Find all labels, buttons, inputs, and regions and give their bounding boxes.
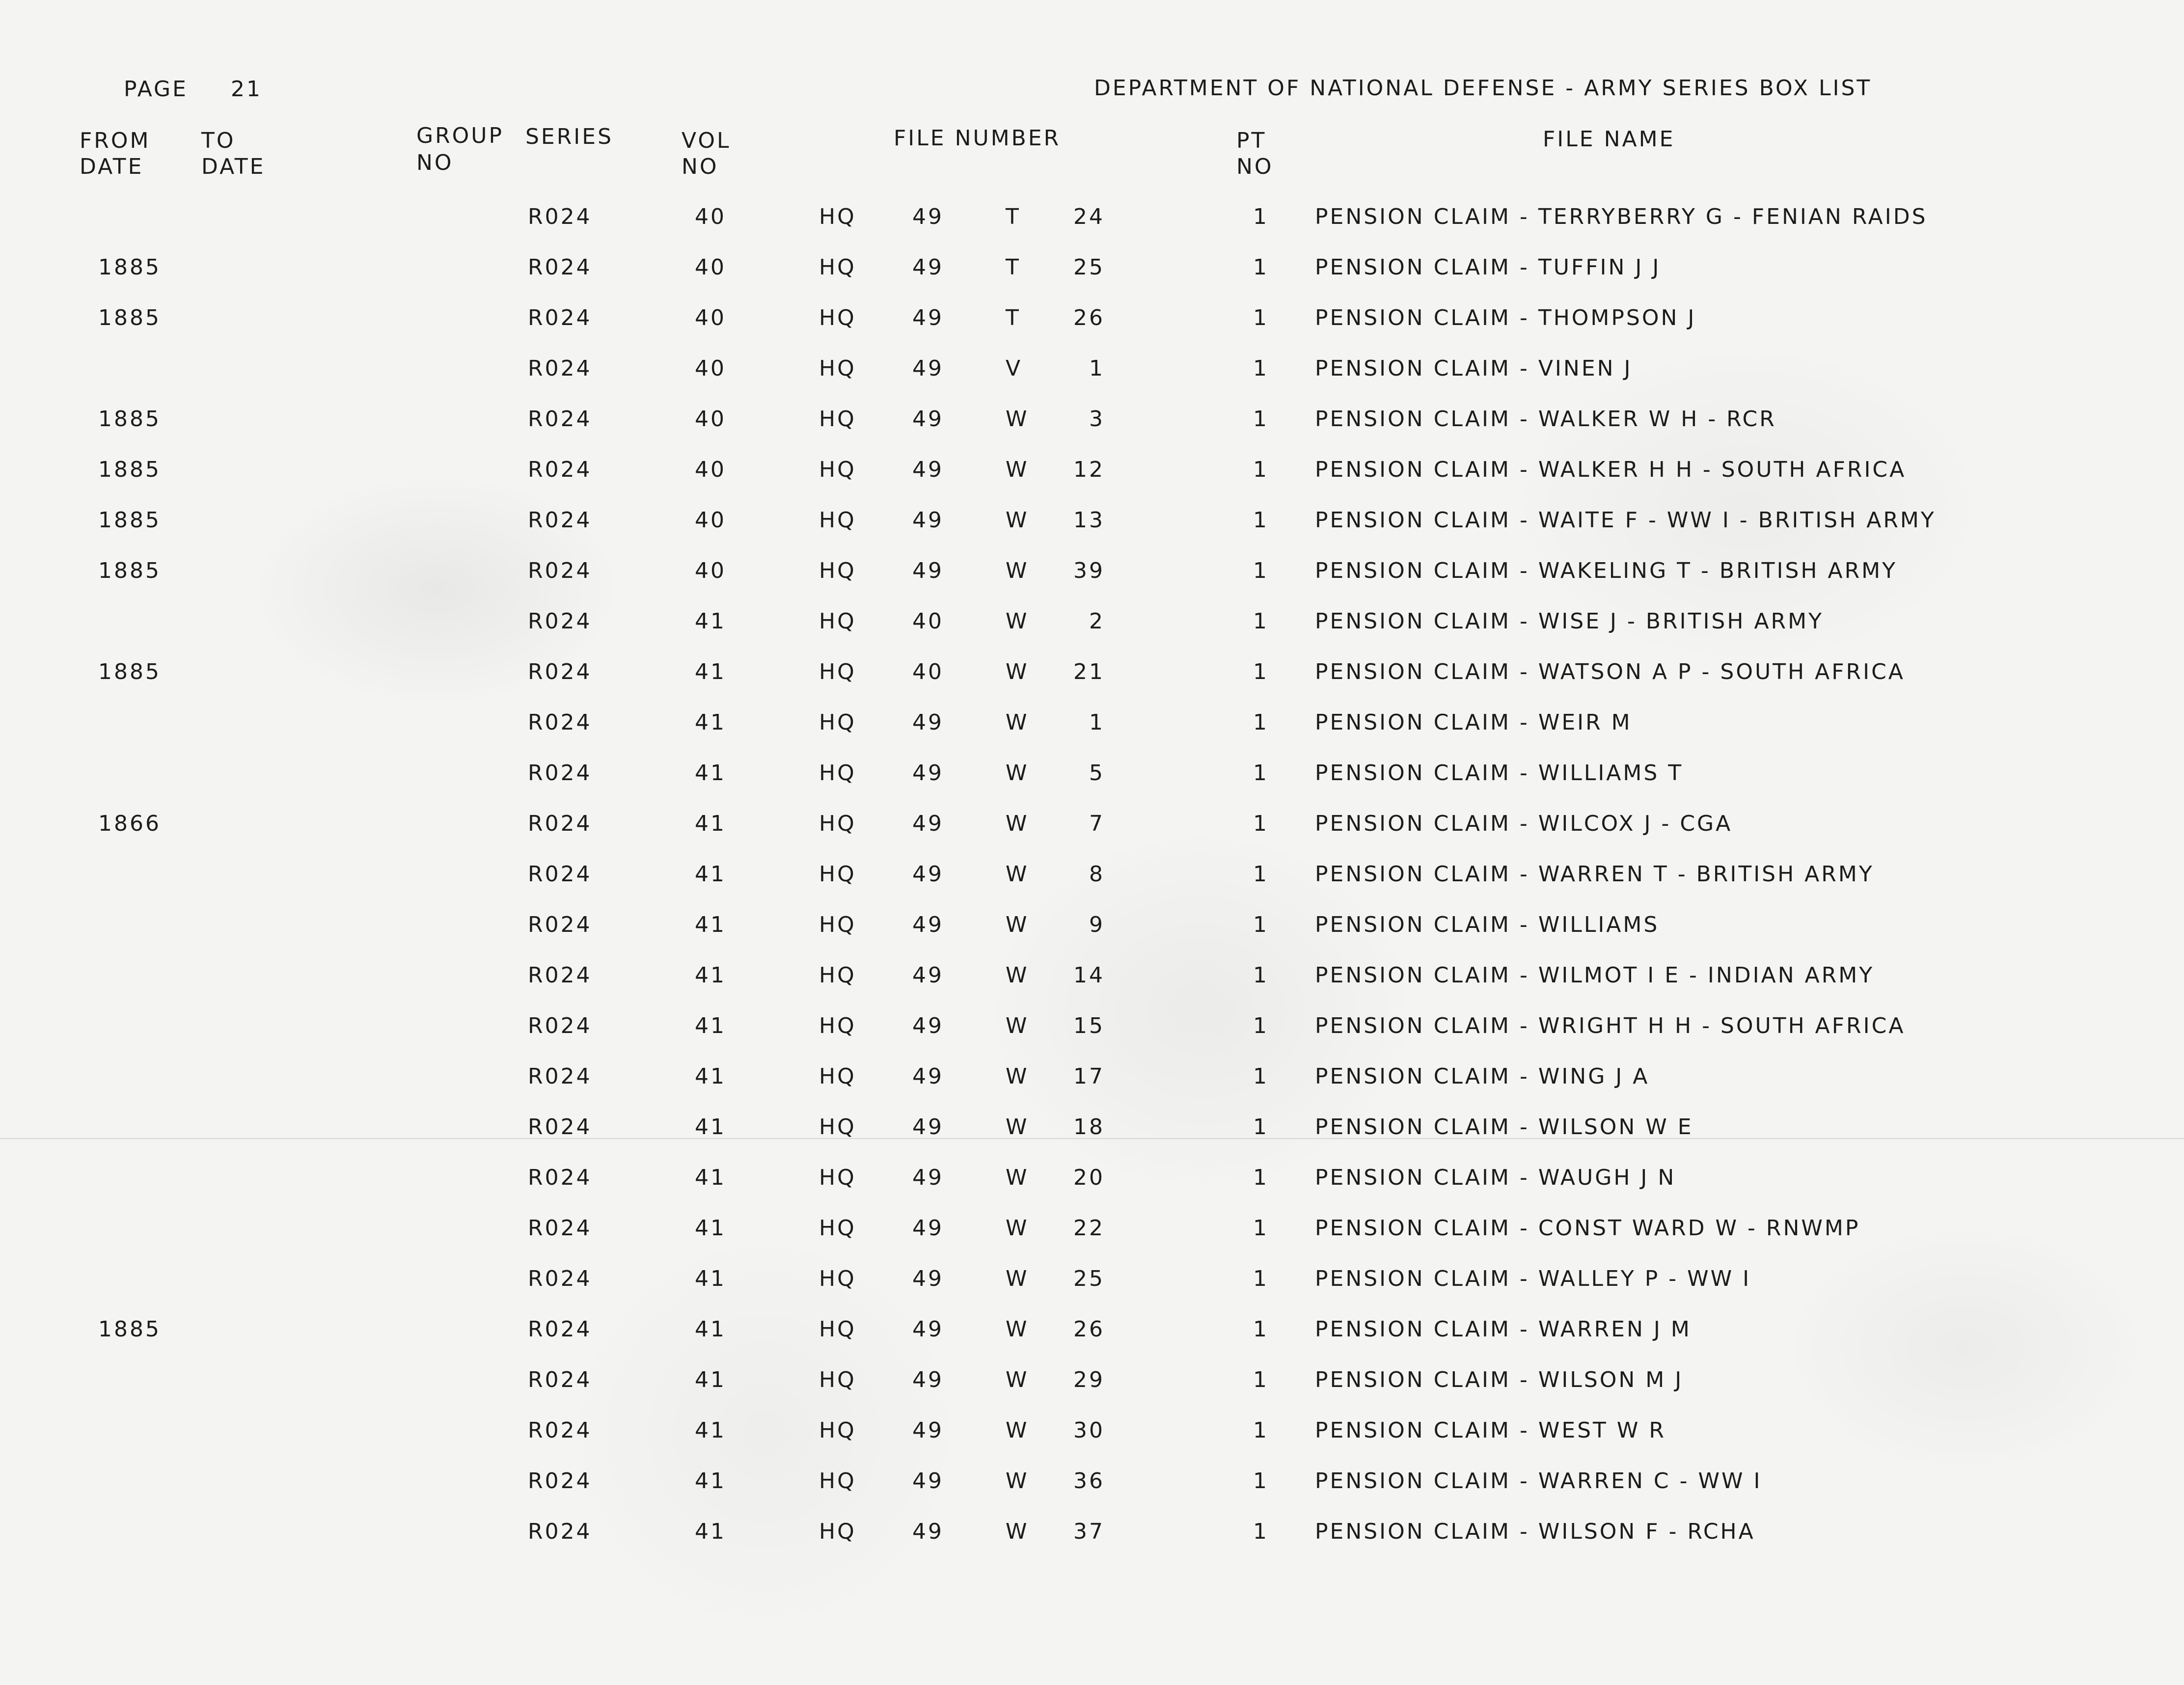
- table-row: [0, 510, 2184, 539]
- col-header-to-line2: DATE: [201, 154, 266, 179]
- table-row: [0, 661, 2184, 691]
- pt-no: 1: [1253, 1317, 1269, 1342]
- file-number-letter: W: [1006, 862, 1029, 887]
- file-number-primary: 49: [912, 1317, 944, 1342]
- file-name: PENSION CLAIM - WILCOX J - CGA: [1315, 811, 1733, 836]
- file-number-letter: W: [1006, 609, 1029, 634]
- vol-no: 40: [695, 356, 726, 381]
- table-row: [0, 257, 2184, 286]
- file-name: PENSION CLAIM - WARREN J M: [1315, 1317, 1692, 1342]
- file-number-prefix: HQ: [819, 204, 856, 229]
- vol-no: 41: [695, 963, 726, 988]
- vol-no: 41: [695, 811, 726, 836]
- vol-no: 41: [695, 1013, 726, 1038]
- file-number-prefix: HQ: [819, 1367, 856, 1392]
- file-name: PENSION CLAIM - WRIGHT H H - SOUTH AFRICA: [1315, 1013, 1906, 1038]
- file-number-secondary: 15: [1073, 1013, 1105, 1038]
- file-name: PENSION CLAIM - WATSON A P - SOUTH AFRICA: [1315, 659, 1905, 684]
- file-number-secondary: 39: [1073, 558, 1105, 583]
- pt-no: 1: [1253, 255, 1269, 280]
- series: R024: [528, 255, 592, 280]
- series: R024: [528, 862, 592, 887]
- file-name: PENSION CLAIM - WAKELING T - BRITISH ARMY: [1315, 558, 1897, 583]
- table-row: [0, 1319, 2184, 1348]
- from-date: 1885: [98, 659, 161, 684]
- file-name: PENSION CLAIM - THOMPSON J: [1315, 305, 1696, 330]
- file-number-prefix: HQ: [819, 1114, 856, 1140]
- file-number-prefix: HQ: [819, 558, 856, 583]
- col-header-group-line1: GROUP: [416, 123, 504, 148]
- file-number-prefix: HQ: [819, 1418, 856, 1443]
- series: R024: [528, 305, 592, 330]
- pt-no: 1: [1253, 1266, 1269, 1291]
- table-row: [0, 1521, 2184, 1550]
- file-number-secondary: 26: [1073, 305, 1105, 330]
- page-number: 21: [231, 77, 262, 102]
- series: R024: [528, 659, 592, 684]
- series: R024: [528, 710, 592, 735]
- file-number-primary: 49: [912, 356, 944, 381]
- pt-no: 1: [1253, 1468, 1269, 1494]
- file-number-primary: 49: [912, 407, 944, 432]
- file-number-letter: W: [1006, 1367, 1029, 1392]
- file-number-letter: W: [1006, 963, 1029, 988]
- pt-no: 1: [1253, 1216, 1269, 1241]
- from-date: 1866: [98, 811, 161, 836]
- vol-no: 40: [695, 457, 726, 482]
- vol-no: 41: [695, 659, 726, 684]
- table-row: [0, 1369, 2184, 1399]
- table-row: [0, 1116, 2184, 1146]
- file-number-prefix: HQ: [819, 255, 856, 280]
- table-row: [0, 1218, 2184, 1247]
- file-number-primary: 49: [912, 1468, 944, 1494]
- file-number-primary: 49: [912, 1216, 944, 1241]
- file-number-prefix: HQ: [819, 305, 856, 330]
- file-number-secondary: 21: [1073, 659, 1105, 684]
- file-number-letter: V: [1006, 356, 1023, 381]
- file-number-letter: W: [1006, 811, 1029, 836]
- file-number-letter: W: [1006, 1064, 1029, 1089]
- file-number-letter: W: [1006, 1418, 1029, 1443]
- file-number-letter: T: [1006, 305, 1021, 330]
- file-number-prefix: HQ: [819, 609, 856, 634]
- col-header-from-line2: DATE: [80, 154, 144, 179]
- file-number-prefix: HQ: [819, 1468, 856, 1494]
- pt-no: 1: [1253, 1013, 1269, 1038]
- from-date: 1885: [98, 255, 161, 280]
- vol-no: 40: [695, 558, 726, 583]
- series: R024: [528, 508, 592, 533]
- pt-no: 1: [1253, 609, 1269, 634]
- file-number-primary: 49: [912, 811, 944, 836]
- file-number-secondary: 7: [1089, 811, 1105, 836]
- vol-no: 41: [695, 1165, 726, 1190]
- file-number-primary: 49: [912, 761, 944, 786]
- from-date: 1885: [98, 1317, 161, 1342]
- file-number-secondary: 1: [1089, 710, 1105, 735]
- col-header-to-line1: TO: [201, 128, 236, 153]
- file-number-primary: 49: [912, 710, 944, 735]
- series: R024: [528, 1064, 592, 1089]
- vol-no: 41: [695, 761, 726, 786]
- vol-no: 41: [695, 1418, 726, 1443]
- file-name: PENSION CLAIM - WARREN C - WW I: [1315, 1468, 1762, 1494]
- file-number-secondary: 1: [1089, 356, 1105, 381]
- table-row: [0, 307, 2184, 337]
- table-row: [0, 813, 2184, 842]
- pt-no: 1: [1253, 659, 1269, 684]
- file-number-secondary: 5: [1089, 761, 1105, 786]
- file-number-primary: 40: [912, 659, 944, 684]
- vol-no: 41: [695, 1367, 726, 1392]
- table-row: [0, 1167, 2184, 1196]
- series: R024: [528, 457, 592, 482]
- file-number-primary: 49: [912, 912, 944, 937]
- file-name: PENSION CLAIM - VINEN J: [1315, 356, 1633, 381]
- from-date: 1885: [98, 508, 161, 533]
- file-number-secondary: 14: [1073, 963, 1105, 988]
- file-number-letter: W: [1006, 1013, 1029, 1038]
- table-row: [0, 459, 2184, 489]
- series: R024: [528, 1468, 592, 1494]
- file-number-prefix: HQ: [819, 811, 856, 836]
- series: R024: [528, 912, 592, 937]
- pt-no: 1: [1253, 558, 1269, 583]
- file-name: PENSION CLAIM - WAUGH J N: [1315, 1165, 1676, 1190]
- series: R024: [528, 811, 592, 836]
- series: R024: [528, 1519, 592, 1544]
- from-date: 1885: [98, 407, 161, 432]
- vol-no: 41: [695, 1216, 726, 1241]
- file-number-primary: 49: [912, 1064, 944, 1089]
- pt-no: 1: [1253, 457, 1269, 482]
- col-header-series: SERIES: [525, 124, 614, 149]
- col-header-from-line1: FROM: [80, 128, 151, 153]
- table-row: [0, 560, 2184, 590]
- pt-no: 1: [1253, 811, 1269, 836]
- file-number-prefix: HQ: [819, 508, 856, 533]
- file-number-secondary: 22: [1073, 1216, 1105, 1241]
- file-number-prefix: HQ: [819, 1013, 856, 1038]
- vol-no: 41: [695, 609, 726, 634]
- file-number-primary: 49: [912, 862, 944, 887]
- file-number-secondary: 2: [1089, 609, 1105, 634]
- file-number-prefix: HQ: [819, 1064, 856, 1089]
- file-number-letter: W: [1006, 558, 1029, 583]
- col-header-group-line2: NO: [416, 150, 454, 175]
- file-name: PENSION CLAIM - WAITE F - WW I - BRITISH ARMY: [1315, 508, 1936, 533]
- file-number-primary: 49: [912, 963, 944, 988]
- file-name: PENSION CLAIM - CONST WARD W - RNWMP: [1315, 1216, 1860, 1241]
- file-number-prefix: HQ: [819, 659, 856, 684]
- file-number-secondary: 25: [1073, 1266, 1105, 1291]
- table-row: [0, 965, 2184, 994]
- vol-no: 40: [695, 255, 726, 280]
- file-name: PENSION CLAIM - WILLIAMS T: [1315, 761, 1684, 786]
- vol-no: 41: [695, 710, 726, 735]
- col-header-file-name: FILE NAME: [1543, 127, 1675, 152]
- file-name: PENSION CLAIM - WEST W R: [1315, 1418, 1666, 1443]
- pt-no: 1: [1253, 710, 1269, 735]
- file-number-secondary: 13: [1073, 508, 1105, 533]
- file-number-secondary: 30: [1073, 1418, 1105, 1443]
- file-number-prefix: HQ: [819, 1519, 856, 1544]
- page-title: DEPARTMENT OF NATIONAL DEFENSE - ARMY SERIES BOX LIST: [1094, 76, 1872, 101]
- series: R024: [528, 761, 592, 786]
- table-row: [0, 408, 2184, 438]
- series: R024: [528, 1165, 592, 1190]
- file-number-secondary: 25: [1073, 255, 1105, 280]
- file-number-secondary: 12: [1073, 457, 1105, 482]
- file-number-primary: 49: [912, 558, 944, 583]
- file-number-letter: W: [1006, 457, 1029, 482]
- from-date: 1885: [98, 457, 161, 482]
- file-number-primary: 49: [912, 1519, 944, 1544]
- file-number-secondary: 20: [1073, 1165, 1105, 1190]
- file-number-letter: W: [1006, 1317, 1029, 1342]
- file-number-prefix: HQ: [819, 1216, 856, 1241]
- table-row: [0, 712, 2184, 741]
- file-number-secondary: 3: [1089, 407, 1105, 432]
- file-number-primary: 49: [912, 1418, 944, 1443]
- series: R024: [528, 407, 592, 432]
- vol-no: 41: [695, 1519, 726, 1544]
- file-number-letter: T: [1006, 204, 1021, 229]
- file-number-secondary: 26: [1073, 1317, 1105, 1342]
- file-number-prefix: HQ: [819, 862, 856, 887]
- vol-no: 41: [695, 1317, 726, 1342]
- file-number-letter: W: [1006, 1266, 1029, 1291]
- table-row: [0, 1268, 2184, 1298]
- pt-no: 1: [1253, 1418, 1269, 1443]
- pt-no: 1: [1253, 1114, 1269, 1140]
- file-number-prefix: HQ: [819, 1317, 856, 1342]
- file-number-primary: 40: [912, 609, 944, 634]
- file-number-letter: W: [1006, 407, 1029, 432]
- file-number-prefix: HQ: [819, 407, 856, 432]
- series: R024: [528, 1114, 592, 1140]
- pt-no: 1: [1253, 761, 1269, 786]
- vol-no: 41: [695, 1468, 726, 1494]
- table-row: [0, 1470, 2184, 1500]
- file-number-letter: W: [1006, 508, 1029, 533]
- vol-no: 41: [695, 862, 726, 887]
- file-name: PENSION CLAIM - WILSON M J: [1315, 1367, 1684, 1392]
- series: R024: [528, 1266, 592, 1291]
- table-row: [0, 1066, 2184, 1095]
- file-number-prefix: HQ: [819, 457, 856, 482]
- table-row: [0, 914, 2184, 944]
- table-row: [0, 762, 2184, 792]
- table-row: [0, 864, 2184, 893]
- vol-no: 40: [695, 305, 726, 330]
- file-number-primary: 49: [912, 508, 944, 533]
- col-header-file-number: FILE NUMBER: [894, 126, 1061, 151]
- file-number-primary: 49: [912, 1165, 944, 1190]
- file-name: PENSION CLAIM - TUFFIN J J: [1315, 255, 1661, 280]
- vol-no: 40: [695, 508, 726, 533]
- table-row: [0, 206, 2184, 236]
- vol-no: 41: [695, 912, 726, 937]
- pt-no: 1: [1253, 508, 1269, 533]
- file-number-primary: 49: [912, 1114, 944, 1140]
- vol-no: 41: [695, 1266, 726, 1291]
- file-number-primary: 49: [912, 1367, 944, 1392]
- file-number-secondary: 29: [1073, 1367, 1105, 1392]
- file-name: PENSION CLAIM - WALKER H H - SOUTH AFRICA: [1315, 457, 1907, 482]
- col-header-pt-line2: NO: [1236, 154, 1274, 179]
- series: R024: [528, 1367, 592, 1392]
- vol-no: 41: [695, 1114, 726, 1140]
- file-number-prefix: HQ: [819, 912, 856, 937]
- file-name: PENSION CLAIM - WALLEY P - WW I: [1315, 1266, 1751, 1291]
- series: R024: [528, 963, 592, 988]
- table-row: [0, 611, 2184, 640]
- pt-no: 1: [1253, 204, 1269, 229]
- pt-no: 1: [1253, 407, 1269, 432]
- file-number-primary: 49: [912, 1013, 944, 1038]
- file-number-primary: 49: [912, 204, 944, 229]
- file-name: PENSION CLAIM - WILSON F - RCHA: [1315, 1519, 1755, 1544]
- pt-no: 1: [1253, 1367, 1269, 1392]
- file-name: PENSION CLAIM - WING J A: [1315, 1064, 1650, 1089]
- file-number-letter: W: [1006, 1519, 1029, 1544]
- file-number-prefix: HQ: [819, 356, 856, 381]
- file-number-primary: 49: [912, 457, 944, 482]
- from-date: 1885: [98, 305, 161, 330]
- file-number-primary: 49: [912, 305, 944, 330]
- pt-no: 1: [1253, 1064, 1269, 1089]
- pt-no: 1: [1253, 1165, 1269, 1190]
- file-name: PENSION CLAIM - WILLIAMS: [1315, 912, 1660, 937]
- file-number-secondary: 17: [1073, 1064, 1105, 1089]
- series: R024: [528, 204, 592, 229]
- series: R024: [528, 609, 592, 634]
- col-header-vol-line1: VOL: [682, 128, 731, 153]
- series: R024: [528, 1216, 592, 1241]
- file-number-letter: W: [1006, 1165, 1029, 1190]
- file-number-letter: W: [1006, 1114, 1029, 1140]
- file-number-prefix: HQ: [819, 761, 856, 786]
- series: R024: [528, 558, 592, 583]
- vol-no: 40: [695, 204, 726, 229]
- table-row: [0, 1015, 2184, 1045]
- file-number-letter: W: [1006, 1216, 1029, 1241]
- pt-no: 1: [1253, 862, 1269, 887]
- pt-no: 1: [1253, 356, 1269, 381]
- pt-no: 1: [1253, 1519, 1269, 1544]
- file-number-letter: W: [1006, 659, 1029, 684]
- col-header-vol-line2: NO: [682, 154, 719, 179]
- series: R024: [528, 1317, 592, 1342]
- file-number-letter: W: [1006, 1468, 1029, 1494]
- from-date: 1885: [98, 558, 161, 583]
- file-number-letter: W: [1006, 710, 1029, 735]
- file-name: PENSION CLAIM - WEIR M: [1315, 710, 1632, 735]
- file-number-secondary: 9: [1089, 912, 1105, 937]
- file-name: PENSION CLAIM - WISE J - BRITISH ARMY: [1315, 609, 1824, 634]
- file-number-prefix: HQ: [819, 1165, 856, 1190]
- page-label: PAGE: [124, 77, 188, 102]
- file-number-prefix: HQ: [819, 1266, 856, 1291]
- file-number-secondary: 18: [1073, 1114, 1105, 1140]
- file-number-primary: 49: [912, 1266, 944, 1291]
- series: R024: [528, 1013, 592, 1038]
- file-number-letter: W: [1006, 912, 1029, 937]
- file-number-prefix: HQ: [819, 963, 856, 988]
- table-row: [0, 1420, 2184, 1449]
- file-number-primary: 49: [912, 255, 944, 280]
- file-number-secondary: 37: [1073, 1519, 1105, 1544]
- file-name: PENSION CLAIM - WILSON W E: [1315, 1114, 1693, 1140]
- file-number-letter: T: [1006, 255, 1021, 280]
- file-name: PENSION CLAIM - WILMOT I E - INDIAN ARMY: [1315, 963, 1875, 988]
- pt-no: 1: [1253, 963, 1269, 988]
- file-name: PENSION CLAIM - TERRYBERRY G - FENIAN RAIDS: [1315, 204, 1928, 229]
- vol-no: 40: [695, 407, 726, 432]
- file-number-secondary: 8: [1089, 862, 1105, 887]
- file-number-prefix: HQ: [819, 710, 856, 735]
- series: R024: [528, 356, 592, 381]
- file-number-secondary: 36: [1073, 1468, 1105, 1494]
- pt-no: 1: [1253, 305, 1269, 330]
- pt-no: 1: [1253, 912, 1269, 937]
- vol-no: 41: [695, 1064, 726, 1089]
- series: R024: [528, 1418, 592, 1443]
- file-number-letter: W: [1006, 761, 1029, 786]
- file-number-secondary: 24: [1073, 204, 1105, 229]
- table-row: [0, 358, 2184, 387]
- file-name: PENSION CLAIM - WARREN T - BRITISH ARMY: [1315, 862, 1874, 887]
- file-name: PENSION CLAIM - WALKER W H - RCR: [1315, 407, 1776, 432]
- col-header-pt-line1: PT: [1236, 128, 1267, 153]
